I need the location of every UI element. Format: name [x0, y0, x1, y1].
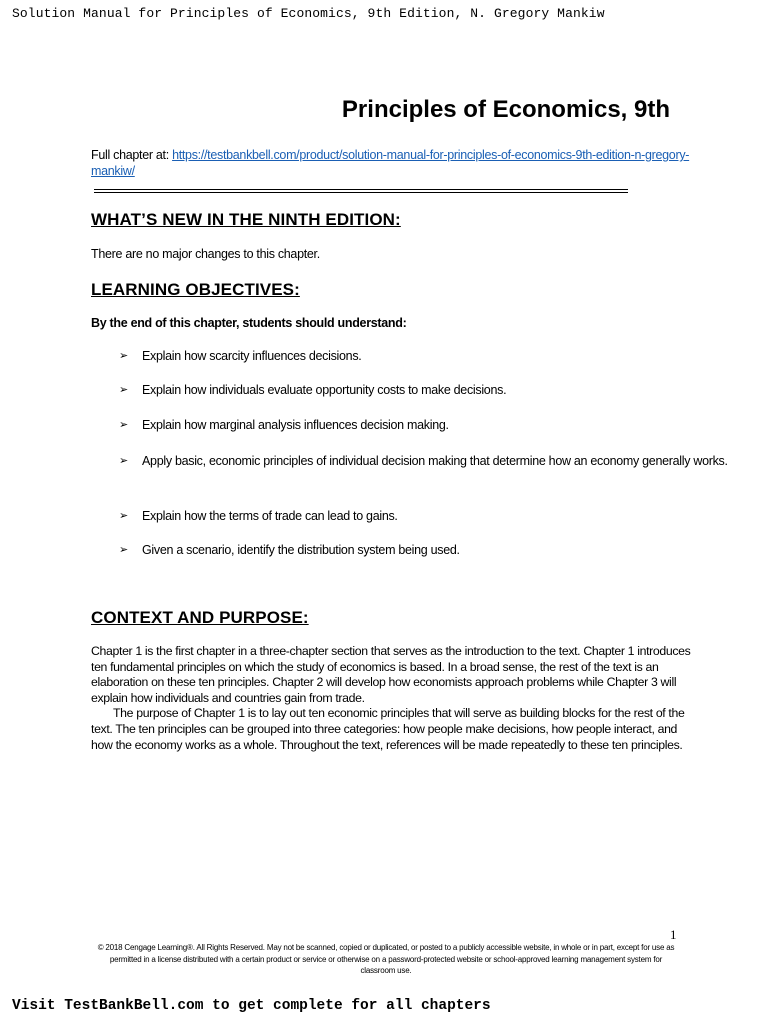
bottom-banner-text: Visit TestBankBell.com to get complete for all chapters — [12, 998, 491, 1014]
full-chapter-label: Full chapter at: — [91, 148, 173, 162]
full-chapter-link[interactable]: https://testbankbell.com/product/solution-manual-for-principles-of-economics-9th-edition-n-gregory-mankiw/ — [91, 148, 690, 178]
whats-new-text: There are no major changes to this chapter. — [91, 247, 320, 261]
objective-item — [119, 507, 744, 526]
objective-text: Explain how scarcity influences decisions. — [142, 349, 362, 363]
context-paragraph: Chapter 1 is the first chapter in a three-chapter section that serves as the introduction to the text. Chapter 1 introduces ten fundamental principles on which the study of economics is based. In a broad sense, the rest of the text is an elaboration on these ten principles. Chapter 2 will develop how economists approach problems while Chapter 3 will explain how individuals and countries gain from trade. — [91, 644, 691, 705]
objective-item — [119, 541, 744, 560]
objective-text: Explain how the terms of trade can lead to gains. — [142, 509, 398, 523]
page-number: 1 — [670, 927, 677, 942]
context-paragraph: The purpose of Chapter 1 is to lay out ten economic principles that will serve as building blocks for the rest of the text. The ten principles can be grouped into three categories: how people make decisions, how people interact, and how the economy works as a whole. Throughout the text, references will be made repeatedly to these ten principles. — [91, 706, 685, 752]
arrow-bullet-icon: ➢ — [119, 350, 128, 362]
objective-text: Apply basic, economic principles of individual decision making that determine how an economy generally works. — [142, 454, 728, 468]
objectives-intro: By the end of this chapter, students should understand: — [91, 316, 407, 330]
heading-context-purpose: CONTEXT AND PURPOSE: — [91, 608, 309, 627]
arrow-bullet-icon: ➢ — [119, 384, 128, 396]
heading-learning-objectives: LEARNING OBJECTIVES: — [91, 280, 300, 299]
full-chapter-line — [91, 147, 691, 179]
objective-text: Given a scenario, identify the distribution system being used. — [142, 543, 460, 557]
arrow-bullet-icon: ➢ — [119, 544, 128, 556]
double-rule-divider — [94, 189, 628, 193]
heading-whats-new: WHAT’S NEW IN THE NINTH EDITION: — [91, 210, 401, 229]
objective-item — [119, 381, 744, 400]
arrow-bullet-icon: ➢ — [119, 455, 128, 467]
arrow-bullet-icon: ➢ — [119, 419, 128, 431]
objective-item — [119, 416, 744, 435]
objective-item — [119, 347, 744, 366]
top-banner-text: Solution Manual for Principles of Economics, 9th Edition, N. Gregory Mankiw — [12, 6, 605, 21]
objective-text: Explain how marginal analysis influences decision making. — [142, 418, 449, 432]
context-body — [91, 644, 691, 753]
document-title: Principles of Economics, 9th — [341, 96, 670, 123]
copyright-notice: © 2018 Cengage Learning®. All Rights Reserved. May not be scanned, copied or duplicated, or posted to a publicly accessible website, in whole or in part, except for use as permitted in a license distributed with a certain product or service or otherwise on a password-protected website or school-approved learning management system for classroom use. — [97, 943, 675, 975]
objective-text: Explain how individuals evaluate opportunity costs to make decisions. — [142, 383, 507, 397]
objective-item — [119, 452, 744, 471]
arrow-bullet-icon: ➢ — [119, 510, 128, 522]
